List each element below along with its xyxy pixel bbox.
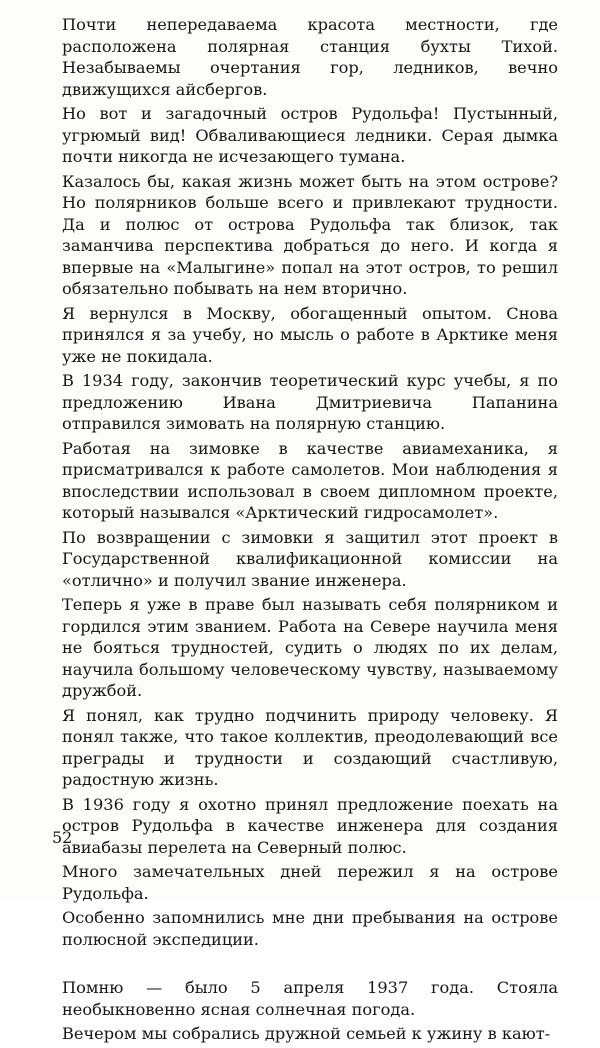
paragraph: Я вернулся в Москву, обогащенный опытом. Снова принялся я за учебу, но мысль о работе в Арктике меня уже не покидала. [62,303,558,366]
paragraph: Особенно запомнились мне дни пребывания на острове полюсной экспедиции. [62,908,558,949]
paragraph: Почти непередаваема красота местности, где расположена полярная станция бухты Тихой. Незабываемы очертания гор, ледников, вечно движущихся айсбергов. [62,15,558,99]
paragraph: Но вот и загадочный остров Рудольфа! Пустынный, угрюмый вид! Обваливающиеся ледники. Серая дымка почти никогда не исчезающего тумана. [62,104,558,166]
paragraph: Работая на зимовке в качестве авиамеханика, я присматривался к работе самолетов. Мои наблюдения я впоследствии использовал в своем дипломном проекте, который назывался «Арктический гидросамолет». [62,438,558,522]
main-text [62,14,558,1048]
paragraph: Казалось бы, какая жизнь может быть на этом острове? Но полярников больше всего и привлекают трудности. Да и полюс от острова Рудольфа так близок, так заманчива перспектива добраться до него. И когда я впервые на «Малыгине» попал на этот остров, то решил обязательно побывать на нем вторично. [62,171,558,298]
paragraph: В 1936 году я охотно принял предложение поехать на остров Рудольфа в качестве инженера для создания авиабазы перелета на Северный полюс. [62,794,558,857]
paragraph: Теперь я уже в праве был называть себя полярником и гордился этим званием. Работа на Севере научила меня не бояться трудностей, судить о людях по их делам, научила большому человеческому чувству, называемому дружбой. [62,595,558,700]
section-break [62,953,558,977]
page-number: 52 [52,828,73,847]
paragraph: Много замечательных дней пережил я на острове Рудольфа. [62,862,558,903]
paragraph: В 1934 году, закончив теоретический курс учебы, я по предложению Ивана Дмитриевича Папанина отправился зимовать на полярную станцию. [62,371,558,433]
paragraph: По возвращении с зимовки я защитил этот проект в Государственной квалификационной комиссии на «отлично» и получил звание инженера. [62,527,558,590]
paragraph: Помню — было 5 апреля 1937 года. Стояла необыкновенно ясная солнечная погода. [62,978,558,1019]
paragraph: Я понял, как трудно подчинить природу человеку. Я понял также, что такое коллектив, преодолевающий все преграды и трудности и создающий счастливую, радостную жизнь. [62,705,558,789]
paragraph: Вечером мы собрались дружной семьей к ужину в кают- [62,1024,551,1043]
